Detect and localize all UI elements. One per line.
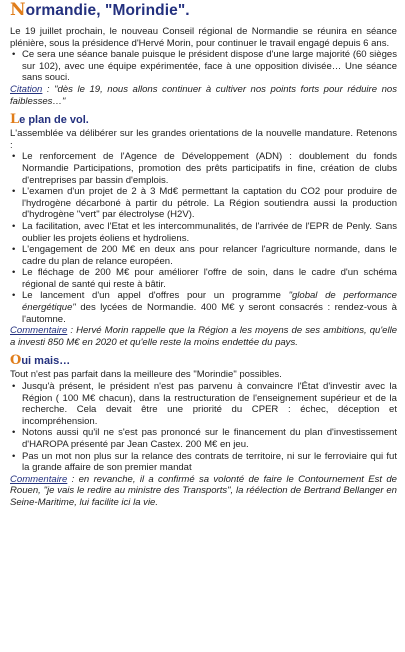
list-item: • Notons aussi qu'il ne s'est pas prononcé sur le financement du plan d'investissement d'HAROPA présenté par Jean Castex. 200 M€ en jeu. [22,427,397,450]
section2-comment [10,474,397,509]
section-heading-plan [10,113,397,127]
list-item: • Pas un mot non plus sur la relance des contrats de territoire, ni sur le ferroviaire qui fut la grande affaire de son premier mandat [22,451,397,474]
list-item [22,290,397,325]
comment-label: Commentaire [10,473,68,485]
list-item: • Ce sera une séance banale puisque le président dispose d'une large majorité (60 sièges sur 102), avec une équipe expérimentée, face à une opposition divisée… Une séance sans souci. [22,49,397,84]
list-item: • Le fléchage de 200 M€ pour améliorer l'offre de soin, dans le cadre d'un schéma régional de santé qui reste à bâtir. [22,267,397,290]
section1-drop-cap: L [10,112,20,128]
section1-list [10,151,397,325]
comment-text: : Hervé Morin rappelle que la Région a les moyens de ses ambitions, qu'elle a investi 850 M€ en 2020 et qu'elle reste la moins endettée du pays. [10,325,397,348]
list-item: • Le renforcement de l'Agence de Développement (ADN) : doublement du fonds Normandie Participations, promotion des prêts participatifs in fine, création de clubs d'entreprises par bassin d'emplois. [22,151,397,186]
list-item: • Jusqu'à présent, le président n'est pas parvenu à convaincre l'État d'investir avec la Région ( 100 M€ chacun), dans la restructuration de l'enseignement supérieur et de la recherche. Cela devait être une priorité du CPER : échec, déception et incompréhension. [22,381,397,427]
citation [10,84,397,107]
section-heading-oui-mais [10,354,397,368]
bullet6-part-c: des lycées de Normandie. 400 M€ y seront consacrés : rendez-vous à l'automne. [22,302,397,325]
title-drop-cap: N [10,0,26,20]
list-item: • La facilitation, avec l'Etat et les intercommunalités, de l'arrivée de l'EPR de Penly. Sans oublier les projets éoliens et hydroliens. [22,221,397,244]
section2-drop-cap: O [10,353,22,369]
list-item: • L'engagement de 200 M€ en deux ans pour relancer l'agriculture normande, dans le cadre du plan de relance européen. [22,244,397,267]
citation-text: : "dès le 19, nous allons continuer à cultiver nos points forts pour réduire nos faiblesses…" [10,83,397,107]
section1-comment [10,325,397,348]
bullet6-part-a: Le lancement d'un appel d'offres pour un programme [22,290,289,302]
section2-heading-text: ui mais… [21,355,71,368]
comment-label: Commentaire [10,325,68,337]
citation-label: Citation [10,83,43,95]
intro-list [10,49,397,84]
section2-paragraph: Tout n'est pas parfait dans la meilleure des "Morindie" possibles. [10,369,282,381]
list-item: • L'examen d'un projet de 2 à 3 Md€ permettant la captation du CO2 pour produire de l'hydrogène décarboné à partir du pétrole. La Région soutiendra aussi la production d'hydrogène "vert" par électrolyse (H2V). [22,186,397,221]
intro-paragraph: Le 19 juillet prochain, le nouveau Conseil régional de Normandie se réunira en séance plénière, sous la présidence d'Hervé Morin, pour continuer le travail engagé depuis 6 ans. [10,26,397,49]
comment-text: : en revanche, il a confirmé sa volonté de faire le Contournement Est de Rouen, "je vais le redire au ministre des Transports", la réélection de Bertrand Bellanger en Seine-Maritime, lui facilite ici la vie. [10,473,397,508]
article-title [10,0,397,20]
bullet6-part-b: "global de performance énergétique" [22,290,397,314]
section2-list [10,381,397,474]
section1-heading-text: e plan de vol. [19,114,89,127]
section1-paragraph: L'assemblée va délibérer sur les grandes orientations de la nouvelle mandature. Retenons : [10,128,397,151]
title-text: ormandie, "Morindie". [25,2,190,19]
